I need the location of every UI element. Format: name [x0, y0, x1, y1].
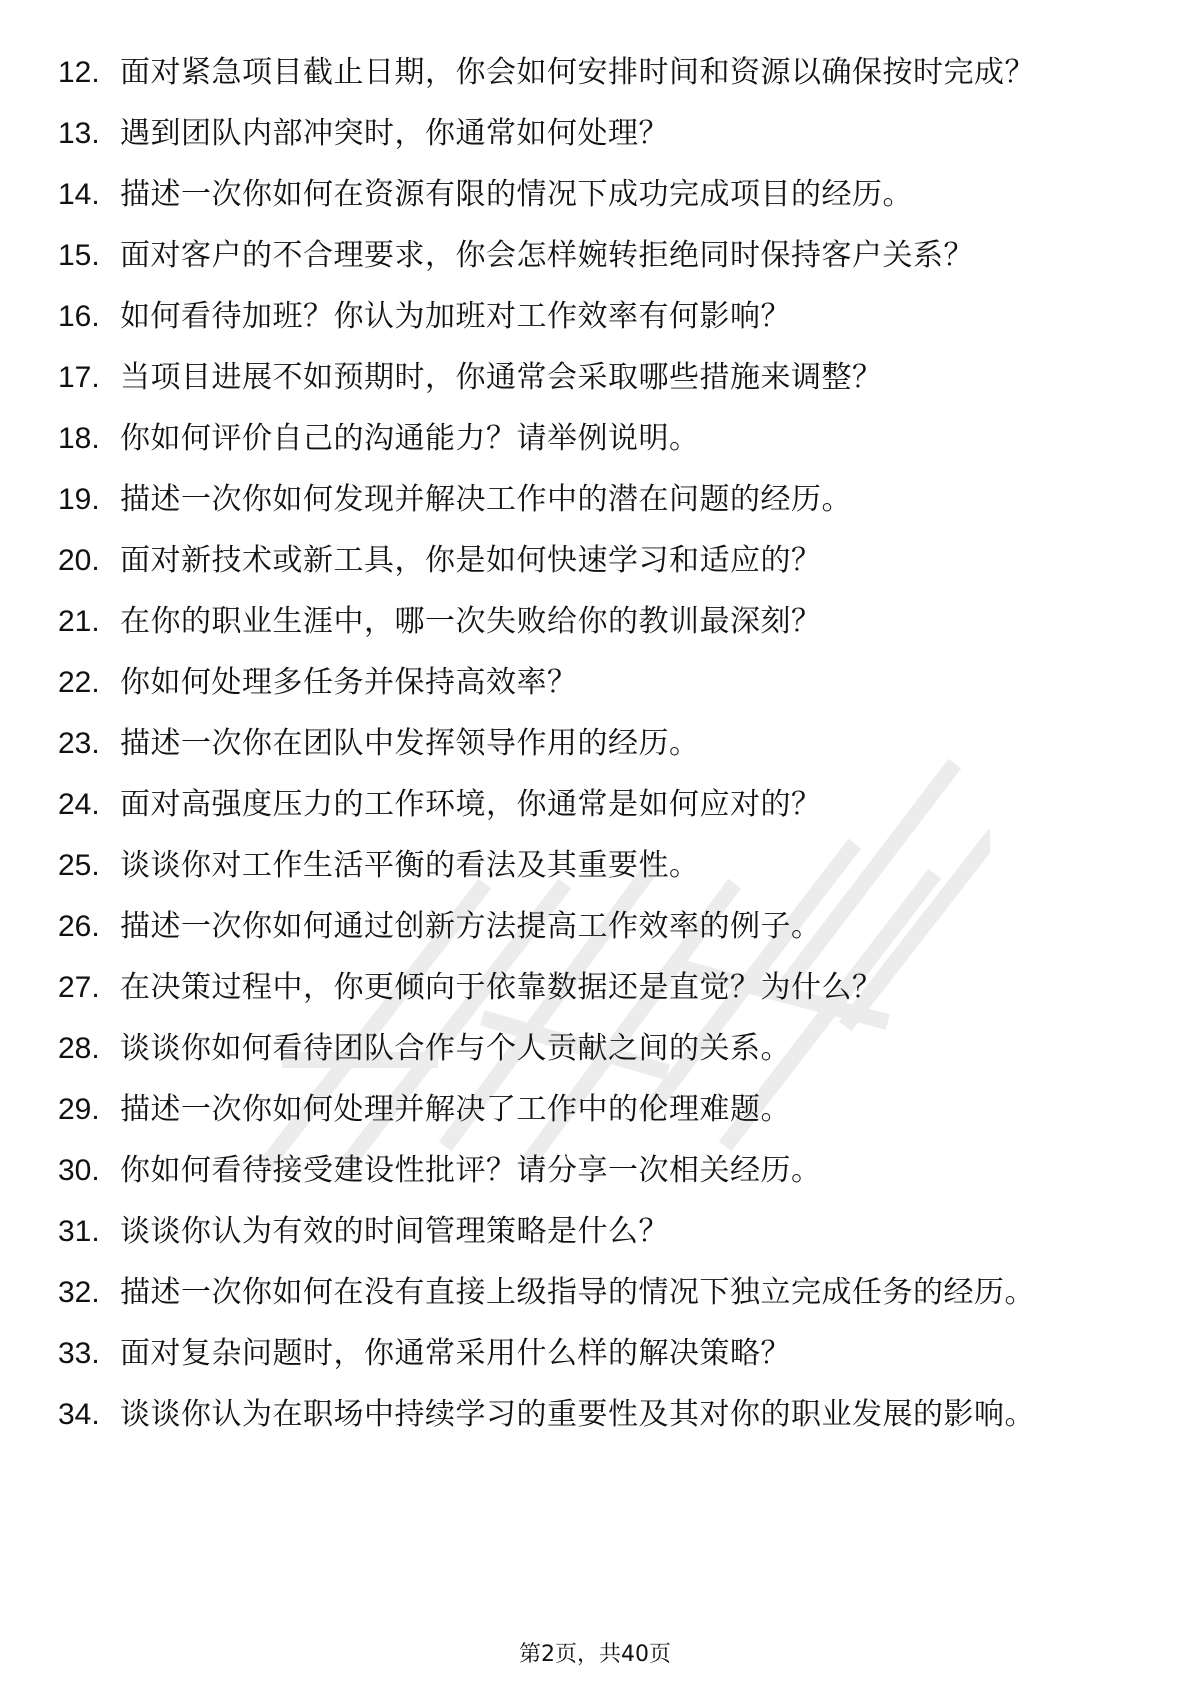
question-number: 21. — [58, 605, 100, 638]
question-number: 14. — [58, 178, 100, 211]
question-number: 20. — [58, 544, 100, 577]
question-text: 描述一次你在团队中发挥领导作用的经历。 — [120, 726, 700, 761]
question-number: 15. — [58, 239, 100, 272]
question-text: 当项目进展不如预期时，你通常会采取哪些措施来调整？ — [120, 360, 883, 395]
question-text: 在你的职业生涯中，哪一次失败给你的教训最深刻？ — [120, 604, 822, 639]
question-text: 面对高强度压力的工作环境，你通常是如何应对的？ — [120, 787, 822, 822]
question-text: 如何看待加班？你认为加班对工作效率有何影响？ — [120, 299, 791, 334]
question-item-15 — [58, 233, 1138, 279]
question-item-17 — [58, 355, 1138, 401]
question-number: 26. — [58, 910, 100, 943]
question-number: 27. — [58, 971, 100, 1004]
question-text: 描述一次你如何在资源有限的情况下成功完成项目的经历。 — [120, 177, 913, 212]
question-item-29 — [58, 1087, 1138, 1133]
question-item-30 — [58, 1148, 1138, 1194]
question-number: 16. — [58, 300, 100, 333]
question-text: 面对复杂问题时，你通常采用什么样的解决策略？ — [120, 1336, 791, 1371]
question-number: 18. — [58, 422, 100, 455]
question-text: 你如何评价自己的沟通能力？请举例说明。 — [120, 421, 700, 456]
question-item-13 — [58, 111, 1138, 157]
question-text: 谈谈你认为在职场中持续学习的重要性及其对你的职业发展的影响。 — [120, 1397, 1035, 1432]
question-list — [58, 50, 1138, 1453]
question-item-28 — [58, 1026, 1138, 1072]
question-item-25 — [58, 843, 1138, 889]
question-number: 19. — [58, 483, 100, 516]
question-item-32 — [58, 1270, 1138, 1316]
question-number: 28. — [58, 1032, 100, 1065]
question-item-27 — [58, 965, 1138, 1011]
question-number: 12. — [58, 56, 100, 89]
question-number: 25. — [58, 849, 100, 882]
question-text: 遇到团队内部冲突时，你通常如何处理？ — [120, 116, 669, 151]
question-number: 34. — [58, 1398, 100, 1431]
question-text: 面对新技术或新工具，你是如何快速学习和适应的？ — [120, 543, 822, 578]
question-item-31 — [58, 1209, 1138, 1255]
question-item-22 — [58, 660, 1138, 706]
question-number: 29. — [58, 1093, 100, 1126]
question-text: 描述一次你如何在没有直接上级指导的情况下独立完成任务的经历。 — [120, 1275, 1035, 1310]
question-item-24 — [58, 782, 1138, 828]
question-number: 33. — [58, 1337, 100, 1370]
question-item-12 — [58, 50, 1138, 96]
question-number: 31. — [58, 1215, 100, 1248]
question-item-34 — [58, 1392, 1138, 1438]
question-item-20 — [58, 538, 1138, 584]
question-text: 谈谈你认为有效的时间管理策略是什么？ — [120, 1214, 669, 1249]
question-text: 面对紧急项目截止日期，你会如何安排时间和资源以确保按时完成？ — [120, 55, 1035, 90]
question-number: 23. — [58, 727, 100, 760]
question-text: 谈谈你对工作生活平衡的看法及其重要性。 — [120, 848, 700, 883]
question-text: 描述一次你如何通过创新方法提高工作效率的例子。 — [120, 909, 822, 944]
question-number: 22. — [58, 666, 100, 699]
question-text: 谈谈你如何看待团队合作与个人贡献之间的关系。 — [120, 1031, 791, 1066]
question-item-14 — [58, 172, 1138, 218]
question-text: 你如何处理多任务并保持高效率？ — [120, 665, 578, 700]
question-item-18 — [58, 416, 1138, 462]
question-number: 17. — [58, 361, 100, 394]
question-item-19 — [58, 477, 1138, 523]
question-text: 面对客户的不合理要求，你会怎样婉转拒绝同时保持客户关系？ — [120, 238, 974, 273]
question-item-16 — [58, 294, 1138, 340]
question-text: 描述一次你如何发现并解决工作中的潜在问题的经历。 — [120, 482, 852, 517]
question-number: 24. — [58, 788, 100, 821]
question-item-23 — [58, 721, 1138, 767]
question-text: 在决策过程中，你更倾向于依靠数据还是直觉？为什么？ — [120, 970, 883, 1005]
question-item-33 — [58, 1331, 1138, 1377]
question-text: 描述一次你如何处理并解决了工作中的伦理难题。 — [120, 1092, 791, 1127]
page-number-label: 第2页，共40页 — [519, 1642, 671, 1667]
page-footer — [0, 1640, 1190, 1670]
question-number: 30. — [58, 1154, 100, 1187]
question-item-21 — [58, 599, 1138, 645]
question-text: 你如何看待接受建设性批评？请分享一次相关经历。 — [120, 1153, 822, 1188]
question-number: 32. — [58, 1276, 100, 1309]
question-number: 13. — [58, 117, 100, 150]
question-item-26 — [58, 904, 1138, 950]
